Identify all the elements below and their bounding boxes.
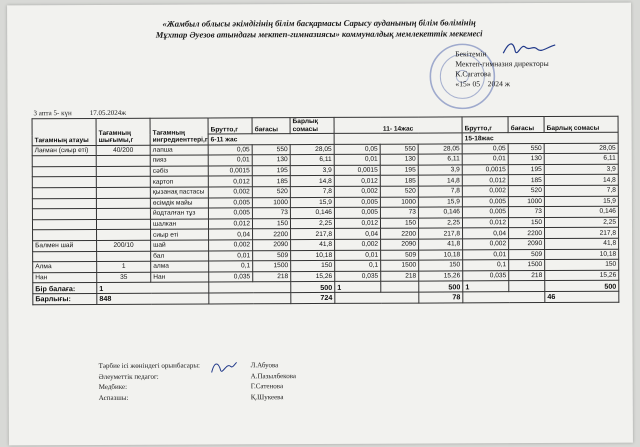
- cell-b2: 0,04: [335, 229, 381, 240]
- cell-b1: 0,1: [209, 261, 253, 272]
- cell-b1: 0,0015: [208, 166, 252, 177]
- cell-p1: 2200: [253, 229, 291, 240]
- cell-b2: 0,002: [335, 239, 381, 250]
- cell-b2: 0,0015: [334, 165, 380, 176]
- unit-price-v1: 1: [97, 282, 209, 293]
- role-social-pedagogue: Әлеуметтік педагог:: [98, 372, 159, 381]
- unit-price-s1: 500: [291, 282, 335, 293]
- cell-s3: 41,8: [545, 238, 619, 249]
- cell-s3: 15,26: [545, 270, 619, 281]
- cell-p3: 130: [508, 154, 544, 165]
- cell-p3: 509: [509, 249, 545, 260]
- cell-p3: 2200: [509, 228, 545, 239]
- cell-s1: 10,18: [291, 250, 335, 261]
- cell-b3: 0,05: [462, 143, 508, 154]
- cell-b2: 0,01: [334, 154, 380, 165]
- cell-s1: 150: [291, 261, 335, 272]
- footer-names: [251, 360, 297, 402]
- cell-s2: 150: [419, 260, 463, 271]
- cell-p1: 195: [252, 165, 290, 176]
- approval-name: К.Сагатова: [455, 69, 491, 79]
- name-social-pedagogue: А.Пазылбекова: [250, 371, 297, 380]
- cell-ing: сәбіз: [150, 166, 208, 177]
- cell-p2: 2090: [381, 239, 419, 250]
- cell-s2: 3,9: [418, 165, 462, 176]
- cell-b2: 0,012: [334, 176, 380, 187]
- week-info: [33, 109, 144, 117]
- cell-yield: 200/10: [97, 240, 151, 251]
- role-deputy: Тәрбие ісі жөніндегі орынбасары:: [98, 361, 201, 370]
- header-spacer: [334, 133, 462, 144]
- document-sheet: [7, 3, 633, 446]
- header-line-1: «Жамбыл облысы әкімдігінің білім басқармасы Сарысу ауданының білім бөлімінің: [162, 17, 476, 29]
- deputy-signature-icon: [209, 358, 239, 376]
- cell-ing: алма: [151, 261, 209, 272]
- cell-p3: 185: [508, 175, 544, 186]
- cell-ing: йодталған тұз: [150, 208, 208, 219]
- name-deputy: Л.Абуова: [250, 361, 279, 370]
- cell-p2: 1000: [380, 197, 418, 208]
- cell-yield: [96, 208, 150, 219]
- cell-s2: 10,18: [419, 249, 463, 260]
- cell-s1: 0,146: [290, 208, 334, 219]
- cell-p2: 73: [380, 207, 418, 218]
- cell-ing: картоп: [150, 176, 208, 187]
- cell-p2: 185: [380, 175, 418, 186]
- cell-s3: 7,8: [544, 185, 618, 196]
- cell-p3: 73: [508, 207, 544, 218]
- cell-s2: 28,05: [418, 143, 462, 154]
- cell-p2: 130: [380, 154, 418, 165]
- cell-ing: Нан: [151, 272, 209, 283]
- cell-s2: 0,146: [418, 207, 462, 218]
- menu-table: [32, 116, 620, 305]
- footer-roles: [99, 361, 201, 403]
- cell-p1: 520: [252, 187, 290, 198]
- cell-b2: 0,005: [334, 197, 380, 208]
- cell-dish: [33, 230, 97, 241]
- cell-b2: 0,005: [334, 207, 380, 218]
- total-s2: 78: [419, 292, 463, 303]
- cell-s3: 15,9: [544, 196, 618, 207]
- cell-b1: 0,05: [208, 144, 252, 155]
- header-age-15-18: 15-18жас: [462, 132, 618, 143]
- cell-s3: 10,18: [545, 249, 619, 260]
- cell-b3: 0,012: [462, 175, 508, 186]
- cell-p2: 520: [380, 186, 418, 197]
- approval-date: «15» 05 2024 ж: [455, 79, 511, 89]
- header-price-1: бағасы: [252, 118, 290, 134]
- header-dish: Тағамның атауы: [32, 118, 96, 145]
- cell-s2: 14,8: [418, 175, 462, 186]
- cell-s2: 2,25: [418, 218, 462, 229]
- cell-b3: 0,005: [462, 207, 508, 218]
- cell-s1: 41,8: [291, 239, 335, 250]
- cell-p3: 150: [509, 217, 545, 228]
- name-nurse: Г.Сатенова: [250, 382, 284, 391]
- cell-b3: 0,012: [463, 217, 509, 228]
- approval-title: Бекітемін: [455, 49, 487, 59]
- cell-b3: 0,002: [463, 239, 509, 250]
- cell-p1: 509: [253, 250, 291, 261]
- cell-s3: 14,8: [544, 175, 618, 186]
- cell-yield: 40/200: [96, 145, 150, 156]
- cell-yield: [96, 166, 150, 177]
- header-age-6-11: 6-11 жас: [208, 133, 334, 144]
- name-cook: Қ.Шукеева: [250, 392, 284, 401]
- cell-p1: 2090: [253, 240, 291, 251]
- cell-s1: 15,26: [291, 271, 335, 282]
- cell-dish: [32, 187, 96, 198]
- cell-dish: Балмен шай: [33, 240, 97, 251]
- cell-ing: сиыр еті: [151, 229, 209, 240]
- cell-s2: 7,8: [418, 186, 462, 197]
- cell-yield: 35: [97, 272, 151, 283]
- cell-s1: 15,9: [290, 197, 334, 208]
- cell-s2: 41,8: [419, 239, 463, 250]
- cell-b3: 0,01: [463, 249, 509, 260]
- header-sum-3: Барлық сомасы: [544, 116, 618, 132]
- unit-price-s3: 500: [545, 281, 619, 292]
- cell-b1: 0,002: [209, 240, 253, 251]
- cell-b2: 0,05: [334, 144, 380, 155]
- cell-dish: [32, 209, 96, 220]
- cell-yield: [96, 219, 150, 230]
- cell-p3: 1000: [508, 196, 544, 207]
- cell-p2: 1500: [381, 260, 419, 271]
- cell-yield: [96, 155, 150, 166]
- cell-dish: Алма: [33, 262, 97, 273]
- cell-dish: [32, 198, 96, 209]
- cell-yield: [96, 177, 150, 188]
- cell-ing: өсімдік майы: [150, 198, 208, 209]
- cell-s3: 3,9: [544, 164, 618, 175]
- cell-b1: 0,01: [208, 155, 252, 166]
- cell-s3: 0,146: [544, 206, 618, 217]
- menu-date: 17.05.2024ж: [89, 108, 127, 118]
- cell-dish: [32, 156, 96, 167]
- cell-s1: 7,8: [290, 186, 334, 197]
- cell-b2: 0,035: [335, 271, 381, 282]
- cell-b1: 0,012: [208, 219, 252, 230]
- unit-price-v3: 1: [463, 281, 509, 292]
- total-v1: 848: [97, 293, 209, 304]
- cell-s1: 6,11: [290, 155, 334, 166]
- cell-dish: [33, 251, 97, 262]
- cell-b1: 0,005: [208, 197, 252, 208]
- unit-price-s2: 500: [419, 281, 463, 292]
- cell-b3: 0,04: [463, 228, 509, 239]
- cell-ing: бал: [151, 251, 209, 262]
- cell-p2: 509: [381, 250, 419, 261]
- cell-b3: 0,1: [463, 260, 509, 271]
- cell-ing: қызанақ пастасы: [150, 187, 208, 198]
- cell-dish: [32, 219, 96, 230]
- cell-p3: 1500: [509, 260, 545, 271]
- unit-price-label: Бір балаға:: [33, 283, 97, 294]
- menu-table-body: [32, 143, 619, 304]
- cell-dish: [32, 166, 96, 177]
- cell-b3: 0,0015: [462, 164, 508, 175]
- cell-p1: 1500: [253, 261, 291, 272]
- cell-p1: 130: [252, 155, 290, 166]
- cell-p1: 218: [253, 271, 291, 282]
- cell-p3: 520: [508, 185, 544, 196]
- role-cook: Аспазшы:: [98, 393, 129, 402]
- cell-p3: 195: [508, 164, 544, 175]
- cell-s1: 3,9: [290, 165, 334, 176]
- cell-b3: 0,035: [463, 270, 509, 281]
- header-age-11-14: 11- 14жас: [334, 117, 462, 134]
- cell-p1: 550: [252, 144, 290, 155]
- header-ingredients: Тағамның ингредиенттері,г: [150, 118, 208, 145]
- cell-ing: шалкан: [150, 219, 208, 230]
- cell-yield: 1: [97, 261, 151, 272]
- cell-p1: 1000: [252, 197, 290, 208]
- approval-position: Мектеп-гимназия директоры: [455, 59, 549, 69]
- cell-b1: 0,012: [208, 176, 252, 187]
- cell-s3: 6,11: [544, 153, 618, 164]
- header-line-2: Мұхтар Әуезов атындағы мектеп-гимназиясы» коммуналдық мемлекеттік мекемесі: [155, 28, 483, 40]
- cell-ing: пияз: [150, 155, 208, 166]
- total-label: Барлығы:: [33, 293, 97, 304]
- cell-s2: 6,11: [418, 154, 462, 165]
- cell-p2: 218: [381, 271, 419, 282]
- header-sum-1: Барлық сомасы: [290, 117, 334, 133]
- cell-s3: 28,05: [544, 143, 618, 154]
- cell-b2: 0,1: [335, 260, 381, 271]
- cell-b2: 0,002: [334, 186, 380, 197]
- header-brutto-3: Брутто,г: [462, 117, 508, 133]
- total-s1: 724: [291, 292, 335, 303]
- cell-b1: 0,04: [209, 229, 253, 240]
- cell-dish: [32, 177, 96, 188]
- cell-p1: 185: [252, 176, 290, 187]
- cell-p1: 73: [252, 208, 290, 219]
- cell-p2: 195: [380, 165, 418, 176]
- approval-block: [455, 49, 549, 89]
- cell-s2: 15,26: [419, 271, 463, 282]
- total-row: [33, 291, 619, 304]
- cell-s3: 150: [545, 259, 619, 270]
- week-day-label: 3 апта 5- күн: [33, 109, 72, 118]
- header-yield: Тағамның шығымы,г: [96, 118, 150, 145]
- cell-b1: 0,005: [208, 208, 252, 219]
- role-nurse: Медбике:: [98, 382, 128, 391]
- cell-b3: 0,002: [462, 186, 508, 197]
- cell-p2: 2200: [381, 228, 419, 239]
- header-brutto-1: Брутто,г: [208, 118, 252, 134]
- cell-b1: 0,01: [209, 250, 253, 261]
- cell-s1: 217,8: [291, 229, 335, 240]
- cell-p2: 550: [380, 144, 418, 155]
- cell-p1: 150: [252, 218, 290, 229]
- total-s3: 46: [545, 291, 619, 302]
- cell-yield: [97, 251, 151, 262]
- cell-s2: 217,8: [419, 228, 463, 239]
- cell-ing: шай: [151, 240, 209, 251]
- cell-p2: 150: [380, 218, 418, 229]
- cell-yield: [96, 198, 150, 209]
- cell-b1: 0,035: [209, 272, 253, 283]
- cell-b2: 0,012: [334, 218, 380, 229]
- cell-b1: 0,002: [208, 187, 252, 198]
- cell-s3: 217,8: [545, 228, 619, 239]
- cell-b3: 0,005: [462, 196, 508, 207]
- header-price-3: бағасы: [508, 117, 544, 133]
- cell-p3: 218: [509, 270, 545, 281]
- cell-ing: лапша: [150, 145, 208, 156]
- cell-p3: 550: [508, 143, 544, 154]
- cell-b3: 0,01: [462, 154, 508, 165]
- cell-s1: 14,8: [290, 176, 334, 187]
- cell-s1: 2,25: [290, 218, 334, 229]
- cell-yield: [96, 187, 150, 198]
- cell-yield: [97, 230, 151, 241]
- cell-s3: 2,25: [545, 217, 619, 228]
- cell-s2: 15,9: [418, 196, 462, 207]
- unit-price-v2: 1: [335, 282, 381, 293]
- cell-p3: 2090: [509, 238, 545, 249]
- cell-dish: Лағман (сиыр еті): [32, 145, 96, 156]
- cell-b2: 0,01: [335, 250, 381, 261]
- cell-dish: Нан: [33, 272, 97, 283]
- cell-s1: 28,05: [290, 144, 334, 155]
